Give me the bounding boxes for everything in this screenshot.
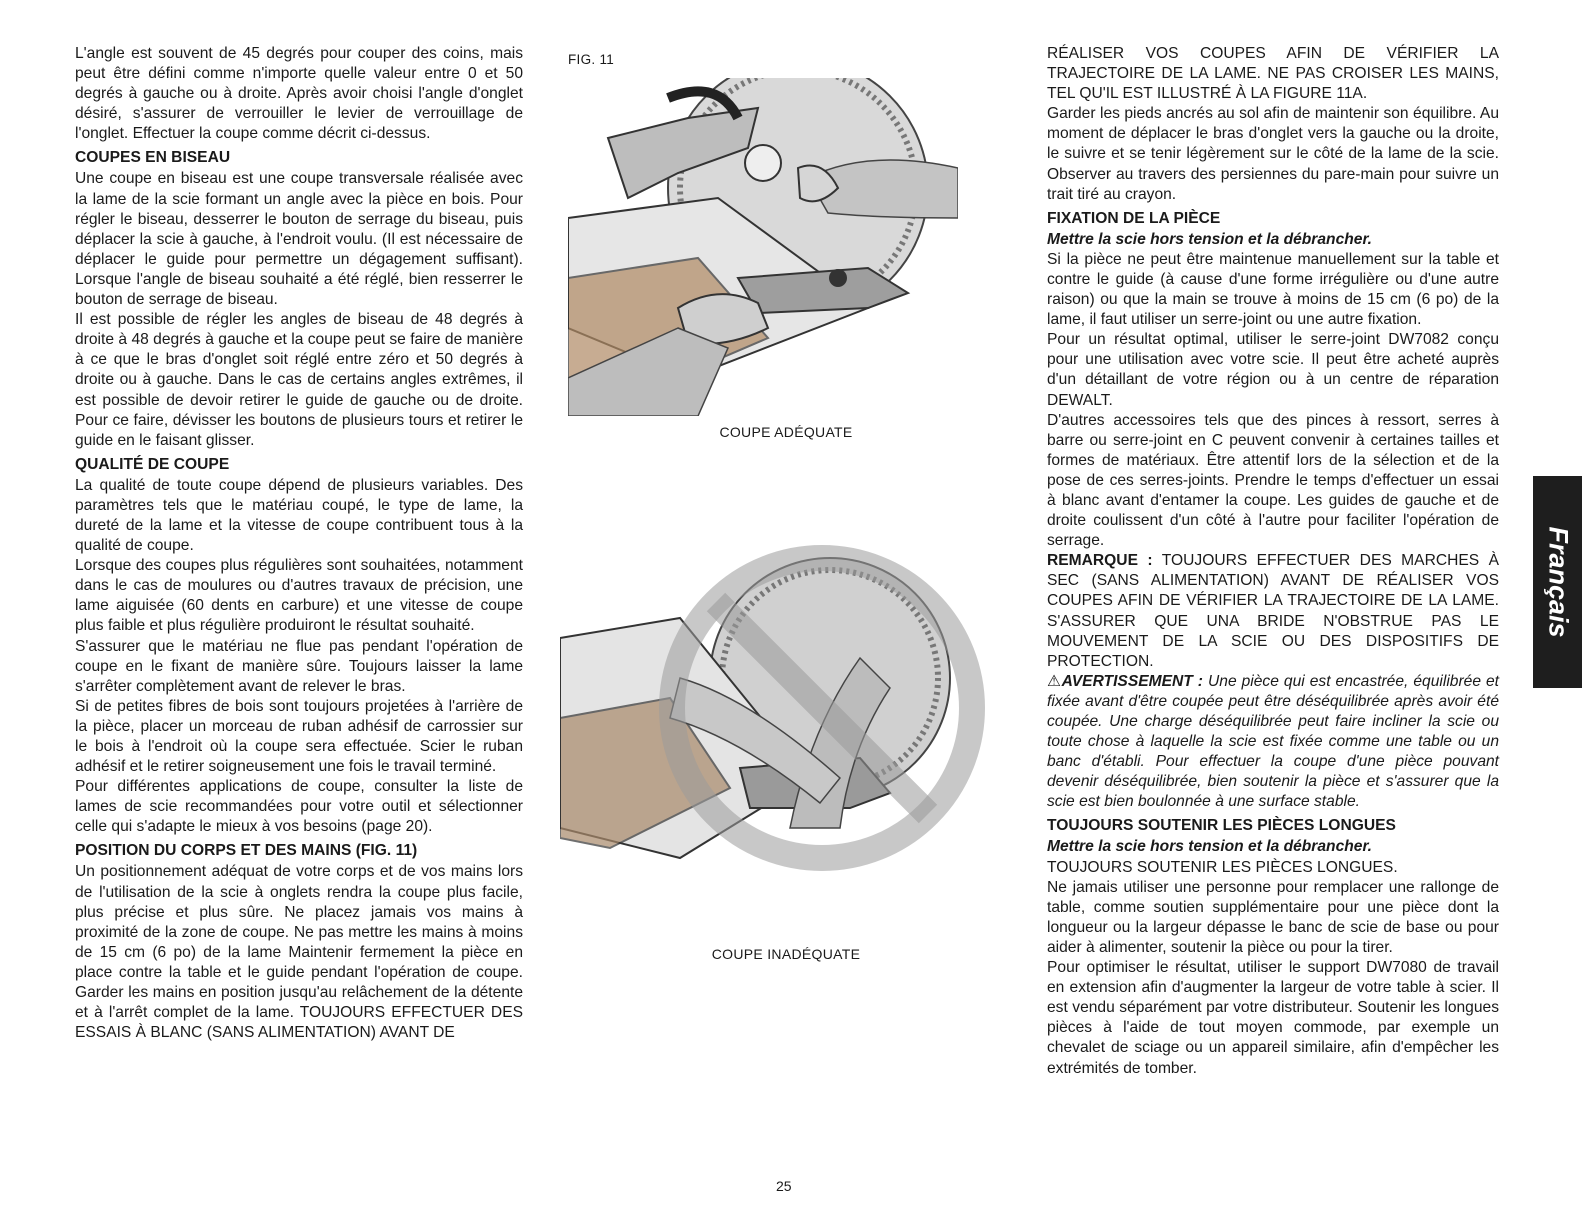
heading-coupes-en-biseau: COUPES EN BISEAU <box>75 149 231 167</box>
paragraph: Garder les pieds ancrés au sol afin de maintenir son équilibre. Au moment de déplacer le bras d'onglet vers la gauche ou la droite, le suivre et se tenir légèrement sur le côté de la lame de la scie. Observer au travers des persiennes du pare-main pour suivre un trait tiré au crayon. <box>1047 105 1499 203</box>
fig-11-label: FIG. 11 <box>568 52 615 67</box>
language-tab <box>1533 476 1582 688</box>
paragraph: Si de petites fibres de bois sont toujours projetées à l'arrière de la pièce, placer un morceau de ruban adhésif de carrossier sur le bois à l'endroit où la coupe sera effectuée. Scier le ruban adhésif et le retirer soigneusement une fois le travail terminé. <box>75 697 523 776</box>
heading-qualite-de-coupe: QUALITÉ DE COUPE <box>75 455 230 473</box>
paragraph: Lorsque des coupes plus régulières sont souhaitées, notamment dans le cas de moulures ou d'autres travaux de précision, une lame aiguisée (60 dents en carbure) et une vitesse de coupe plus faible et plus régulière produiront le résultat souhaité. <box>75 557 523 635</box>
subheading: Mettre la scie hors tension et la débrancher. <box>1047 230 1372 248</box>
paragraph: RÉALISER VOS COUPES AFIN DE VÉRIFIER LA TRAJECTOIRE DE LA LAME. NE PAS CROISER LES MAINS, TEL QU'IL EST ILLUSTRÉ À LA FIGURE 11A. <box>1047 45 1499 103</box>
remark-paragraph <box>1047 551 1499 672</box>
warning-icon: ⚠ <box>1047 672 1062 690</box>
heading-soutenir-pieces-longues: TOUJOURS SOUTENIR LES PIÈCES LONGUES <box>1047 817 1396 835</box>
paragraph: S'assurer que le matériau ne flue pas pendant l'opération de coupe en le fixant de manière sûre. Toujours laisser la lame s'arrêter complètement avant de relever le bras. <box>75 637 523 695</box>
left-column <box>75 44 523 1043</box>
paragraph: TOUJOURS SOUTENIR LES PIÈCES LONGUES. <box>1047 858 1398 876</box>
warning-text: Une pièce qui est encastrée, équilibrée et fixée avant d'être coupée peut être déséquilibrée après avoir été coupée. Une charge déséquilibrée peut faire incliner la scie ou toute chose à laquelle la scie est fixée comme une table ou un banc d'établi. Pour effectuer la coupe d'une pièce pouvant devenir déséquilibrée, bien soutenir la pièce et s'assurer que la scie est bien boulonnée à une surface stable. <box>1047 672 1500 811</box>
paragraph: Pour un résultat optimal, utiliser le serre-joint DW7082 conçu pour une utilisation avec votre scie. Il peut être acheté auprès d'un détaillant de votre région ou à un centre de réparation DEWALT. <box>1047 331 1499 409</box>
paragraph: Pour optimiser le résultat, utiliser le support DW7080 de travail en extension afin d'augmenter la largeur de votre table à scier. Il est vendu séparément par votre distributeur. Soutenir les longues pièces à l'aide de tout moyen commode, par exemple un chevalet de sciage ou un appareil similaire, afin d'empêcher les extrémités de tomber. <box>1047 959 1499 1077</box>
miter-saw-incorrect-drawing <box>560 528 1005 876</box>
fig-11a-caption: COUPE INADÉQUATE <box>711 946 861 962</box>
fig-11a-illustration <box>560 528 1005 876</box>
page-number: 25 <box>776 1178 792 1194</box>
paragraph: Si la pièce ne peut être maintenue manuellement sur la table et contre le guide (à cause d'une forme irrégulière ou d'une autre raison) ou que la main se trouve à moins de 15 cm (6 po) de la lame, il faut utiliser un serre-joint ou une autre fixation. <box>1047 250 1499 329</box>
paragraph: L'angle est souvent de 45 degrés pour couper des coins, mais peut être défini comme n'importe quelle valeur entre 0 et 50 degrés à gauche ou à droite. Après avoir choisi l'angle d'onglet désiré, s'assurer de verrouiller le levier de verrouillage de l'onglet. Effectuer la coupe comme décrit ci-dessus. <box>75 45 523 143</box>
paragraph: Une coupe en biseau est une coupe transversale réalisée avec la lame de la scie formant un angle avec la pièce en bois. Pour régler le biseau, desserrer le bouton de serrage du biseau, puis déplacer la scie à gauche, à l'endroit voulu. (Il est nécessaire de déplacer le guide pour permettre un dégagement suffisant). Lorsque l'angle de biseau souhaité a été réglé, bien resserrer le bouton de serrage de biseau. <box>75 170 523 309</box>
warning-label: AVERTISSEMENT : <box>1061 672 1203 690</box>
miter-saw-correct-drawing <box>568 78 958 416</box>
paragraph: Un positionnement adéquat de votre corps et de vos mains lors de l'utilisation de la scie à onglets rendra la coupe plus facile, plus précise et plus sûre. Ne placez jamais vos mains à proximité de la zone de coupe. Ne pas mettre les mains à moins de 15 cm (6 po) de la lame Maintenir fermement la pièce en place contre la table et le guide pendant l'opération de coupe. Garder les mains en position jusqu'au relâchement de la détente et à l'arrêt complet de la lame. TOUJOURS EFFECTUER DES ESSAIS À BLANC (SANS ALIMENTATION) AVANT DE <box>75 863 523 1042</box>
heading-position-du-corps: POSITION DU CORPS ET DES MAINS (FIG. 11) <box>75 842 418 860</box>
remark-label: REMARQUE : <box>1047 552 1153 570</box>
fig-11-caption: COUPE ADÉQUATE <box>719 424 853 440</box>
fig-11-illustration <box>568 78 958 416</box>
subheading: Mettre la scie hors tension et la débrancher. <box>1047 838 1372 856</box>
paragraph: La qualité de toute coupe dépend de plusieurs variables. Des paramètres tels que le matériau coupé, le type de lame, la dureté de la lame et la vitesse de coupe contribuent tous à la qualité de coupe. <box>75 476 523 555</box>
language-tab-label: Français <box>1543 526 1573 638</box>
remark-text: TOUJOURS EFFECTUER DES MARCHES À SEC (SANS ALIMENTATION) AVANT DE RÉALISER VOS COUPES AFIN DE VÉRIFIER LA TRAJECTOIRE DE LA LAME. S'ASSURER QUE UNA BRIDE N'OBSTRUE PAS LE MOUVEMENT DE LA SCIE OU DES DISPOSITIFS DE PROTECTION. <box>1047 552 1499 670</box>
paragraph: Ne jamais utiliser une personne pour remplacer une rallonge de table, comme soutien supplémentaire pour une pièce dont la longueur ou la largeur dépasse le banc de scie de base ou pour aider à alimenter, soutenir la pièce ou pour la tirer. <box>1047 878 1499 956</box>
paragraph: D'autres accessoires tels que des pinces à ressort, serres à barre ou serre-joint en C peuvent convenir à certaines tailles et formes de matériaux. Être attentif lors de la sélection et de la pose de ces serres-joints. Prendre le temps d'effectuer un essai à blanc avant d'entamer la coupe. Les guides de gauche et de droite coulissent d'un côté à l'autre pour faciliter l'opération de serrage. <box>1047 411 1499 550</box>
right-column <box>1047 44 1499 1079</box>
warning-paragraph <box>1047 672 1499 813</box>
paragraph: Pour différentes applications de coupe, consulter la liste de lames de scie recommandées pour votre outil et sélectionner celle qui s'adapte le mieux à vos besoins (page 20). <box>75 778 523 836</box>
heading-fixation-de-la-piece: FIXATION DE LA PIÈCE <box>1047 209 1221 227</box>
paragraph: Il est possible de régler les angles de biseau de 48 degrés à droite à 48 degrés à gauche et la coupe peut se faire de manière à ce que le bras d'onglet soit réglé entre zéro et 50 degrés à droite ou à gauche. Dans le cas de certains angles extrêmes, il est possible de devoir retirer le guide de gauche ou de droite. Pour ce faire, dévisser les boutons de plusieurs tours et retirer le guide en le faisant glisser. <box>75 311 523 449</box>
